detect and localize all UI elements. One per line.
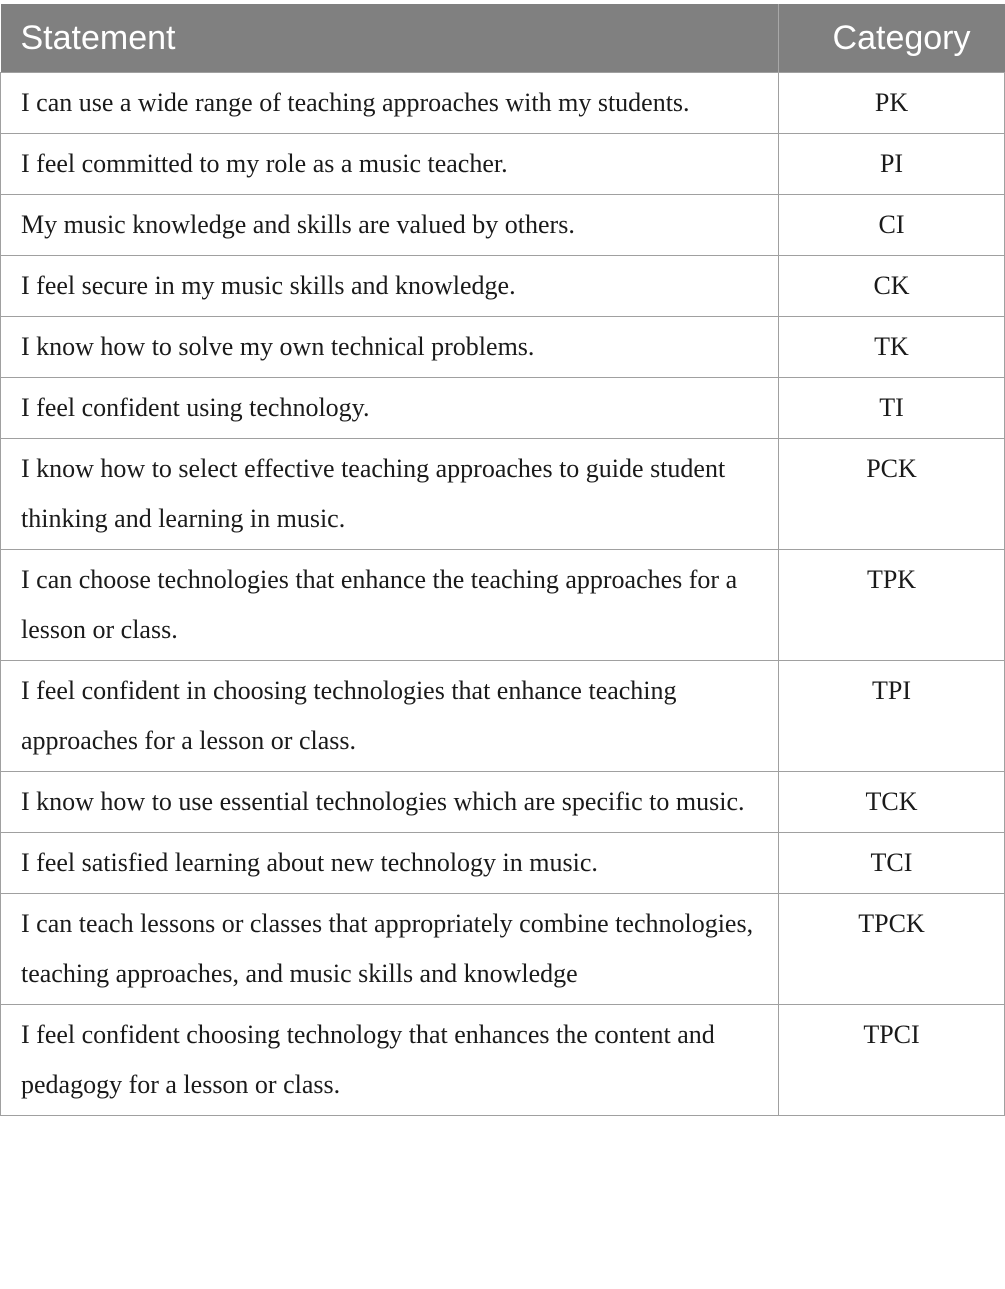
- statement-cell: I can use a wide range of teaching approaches with my students.: [1, 73, 779, 134]
- category-cell: TCI: [779, 833, 1005, 894]
- table-row: [1, 439, 1005, 550]
- table-row: [1, 73, 1005, 134]
- table-header: [1, 4, 1005, 73]
- category-cell: TPK: [779, 550, 1005, 661]
- statement-cell: My music knowledge and skills are valued by others.: [1, 195, 779, 256]
- statement-category-table-container: [0, 4, 1004, 1116]
- category-cell: TK: [779, 317, 1005, 378]
- statement-cell: I feel secure in my music skills and knowledge.: [1, 256, 779, 317]
- category-cell: CK: [779, 256, 1005, 317]
- statement-cell: I feel committed to my role as a music teacher.: [1, 134, 779, 195]
- table-row: [1, 256, 1005, 317]
- statement-cell: I feel confident choosing technology that enhances the content and pedagogy for a lesson or class.: [1, 1005, 779, 1116]
- statement-cell: I know how to select effective teaching approaches to guide student thinking and learning in music.: [1, 439, 779, 550]
- table-row: [1, 833, 1005, 894]
- category-cell: PK: [779, 73, 1005, 134]
- statement-cell: I can teach lessons or classes that appropriately combine technologies, teaching approaches, and music skills and knowledge: [1, 894, 779, 1005]
- statement-cell: I feel confident in choosing technologies that enhance teaching approaches for a lesson or class.: [1, 661, 779, 772]
- table-row: [1, 550, 1005, 661]
- table-body: [1, 73, 1005, 1116]
- category-cell: TI: [779, 378, 1005, 439]
- statement-cell: I feel confident using technology.: [1, 378, 779, 439]
- statement-cell: I can choose technologies that enhance the teaching approaches for a lesson or class.: [1, 550, 779, 661]
- table-row: [1, 661, 1005, 772]
- table-row: [1, 195, 1005, 256]
- statement-cell: I feel satisfied learning about new technology in music.: [1, 833, 779, 894]
- header-statement: Statement: [1, 4, 779, 73]
- category-cell: PCK: [779, 439, 1005, 550]
- category-cell: PI: [779, 134, 1005, 195]
- table-row: [1, 894, 1005, 1005]
- category-cell: TPCI: [779, 1005, 1005, 1116]
- header-row: [1, 4, 1005, 73]
- statement-cell: I know how to use essential technologies which are specific to music.: [1, 772, 779, 833]
- category-cell: TPCK: [779, 894, 1005, 1005]
- category-cell: TPI: [779, 661, 1005, 772]
- statement-category-table: [0, 4, 1005, 1116]
- table-row: [1, 1005, 1005, 1116]
- table-row: [1, 772, 1005, 833]
- table-row: [1, 378, 1005, 439]
- table-row: [1, 134, 1005, 195]
- category-cell: CI: [779, 195, 1005, 256]
- table-row: [1, 317, 1005, 378]
- statement-cell: I know how to solve my own technical problems.: [1, 317, 779, 378]
- category-cell: TCK: [779, 772, 1005, 833]
- header-category: Category: [779, 4, 1005, 73]
